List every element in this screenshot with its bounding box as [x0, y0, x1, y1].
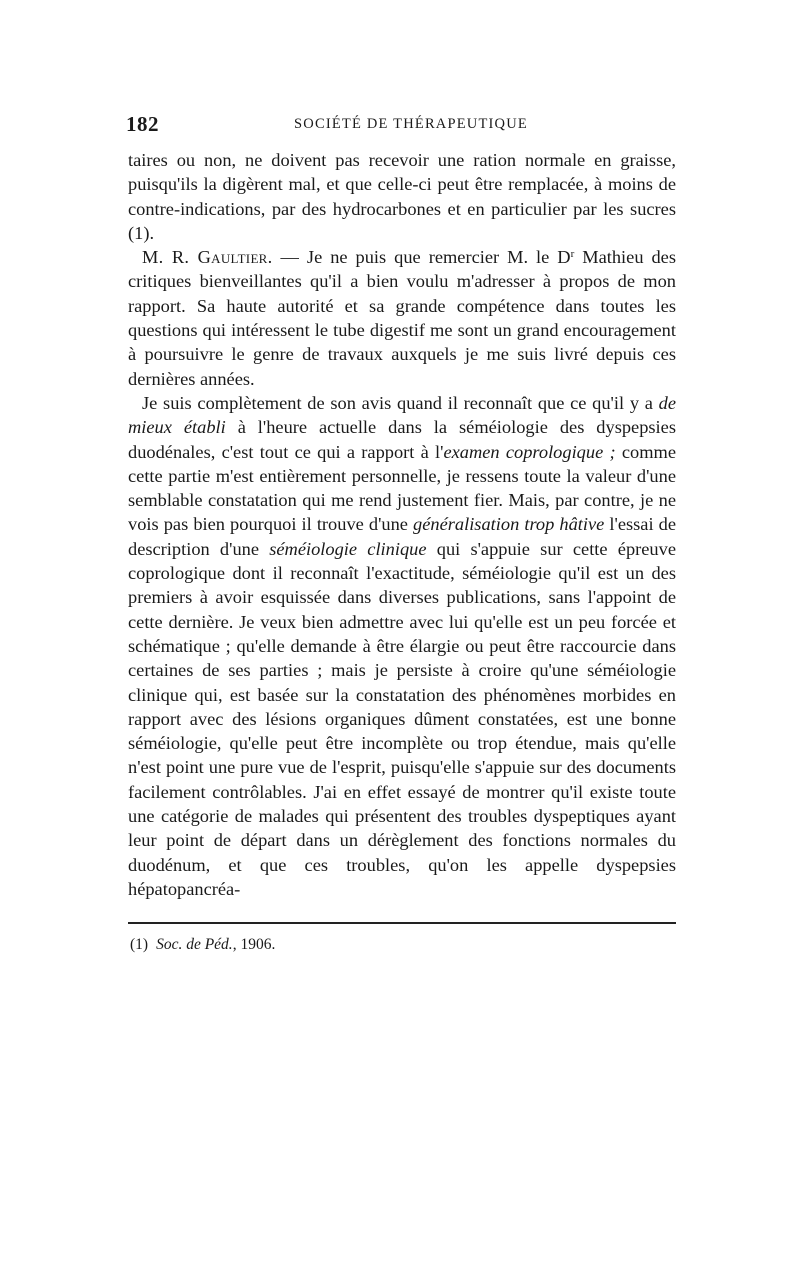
speaker-name: M. R. Gaultier. — [142, 247, 273, 268]
paragraph-continuation: taires ou non, ne doivent pas recevoir une ration normale en graisse, puisqu'ils la digèrent mal, et que celle-ci peut être remplacée, à moins de contre-indications, par des hydrocarbones et en particulier par les sucres (1). — [128, 150, 676, 243]
italic-phrase: généralisation trop hâtive — [413, 514, 605, 535]
paragraph-text: l'essai de description d'une — [128, 514, 677, 559]
book-page — [128, 112, 676, 954]
paragraph-text: — Je ne puis que remercier M. le D — [272, 247, 571, 268]
paragraph-text: Mathieu des critiques bienveillantes qu'il a bien voulu m'adresser à propos de mon rapport. Sa haute autorité et sa grande compétence dans toutes les questions qui intéressent le tube digestif me sont un grand encouragement à poursuivre le genre de travaux auxquels je me suis livré depuis ces dernières années. — [128, 247, 677, 389]
italic-phrase: séméiologie clinique — [269, 538, 427, 559]
footnote — [128, 936, 676, 954]
footnote-source: Soc. de Péd. — [156, 936, 233, 954]
paragraph-text: à l'heure actuelle dans la séméiologie des dyspepsies duodénales, c'est tout ce qui a rapport à l' — [128, 417, 676, 462]
doctor-abbrev-sup: r — [570, 248, 575, 261]
body-text — [128, 148, 676, 901]
paragraph-gaultier-reply — [128, 245, 676, 391]
footnote-divider — [128, 922, 676, 924]
page-header — [128, 112, 676, 142]
paragraph-text: Je suis complètement de son avis quand il reconnaît que ce qu'il y a — [142, 392, 659, 413]
italic-phrase: de mieux établi — [128, 392, 676, 438]
footnote-number: (1) — [130, 936, 149, 954]
paragraph-text: comme cette partie m'est entièrement personnelle, je ressens toute la valeur d'une semblable constatation qui me rend justement fier. Mais, par contre, je ne vois pas bien pourquoi il trouve d'une — [128, 441, 676, 535]
paragraph-argument — [128, 391, 676, 901]
paragraph-text: qui s'appuie sur cette épreuve coprologique dont il reconnaît l'exactitude, séméiologie qu'il est un des premiers à avoir esquissée dans diverses publications, sans l'appoint de cette dernière. Je veux bien admettre avec lui qu'elle est un peu forcée et schématique ; qu'elle demande à être élargie ou peut être raccourcie dans certaines de ses parties ; mais je persiste à croire qu'une séméiologie clinique qui, est basée sur la constatation des phénomènes morbides en rapport avec des lésions organiques dûment constatées, est une bonne séméiologie, qu'elle peut être incomplète ou trop étendue, mais qu'elle n'est point une pure vue de l'esprit, puisqu'elle s'appuie sur des documents facilement contrôlables. J'ai en effet essayé de montrer qu'il existe toute une catégorie de malades qui présentent des troubles dyspeptiques ayant leur point de départ dans un dérèglement des fonctions normales du duodénum, et que ces troubles, qu'on les appelle dyspepsies hépatopancréa- — [128, 538, 676, 899]
page-number: 182 — [126, 112, 159, 136]
italic-phrase: examen coprologique ; — [443, 441, 616, 462]
running-title: SOCIÉTÉ DE THÉRAPEUTIQUE — [294, 116, 528, 132]
footnote-year: , 1906. — [232, 936, 276, 954]
